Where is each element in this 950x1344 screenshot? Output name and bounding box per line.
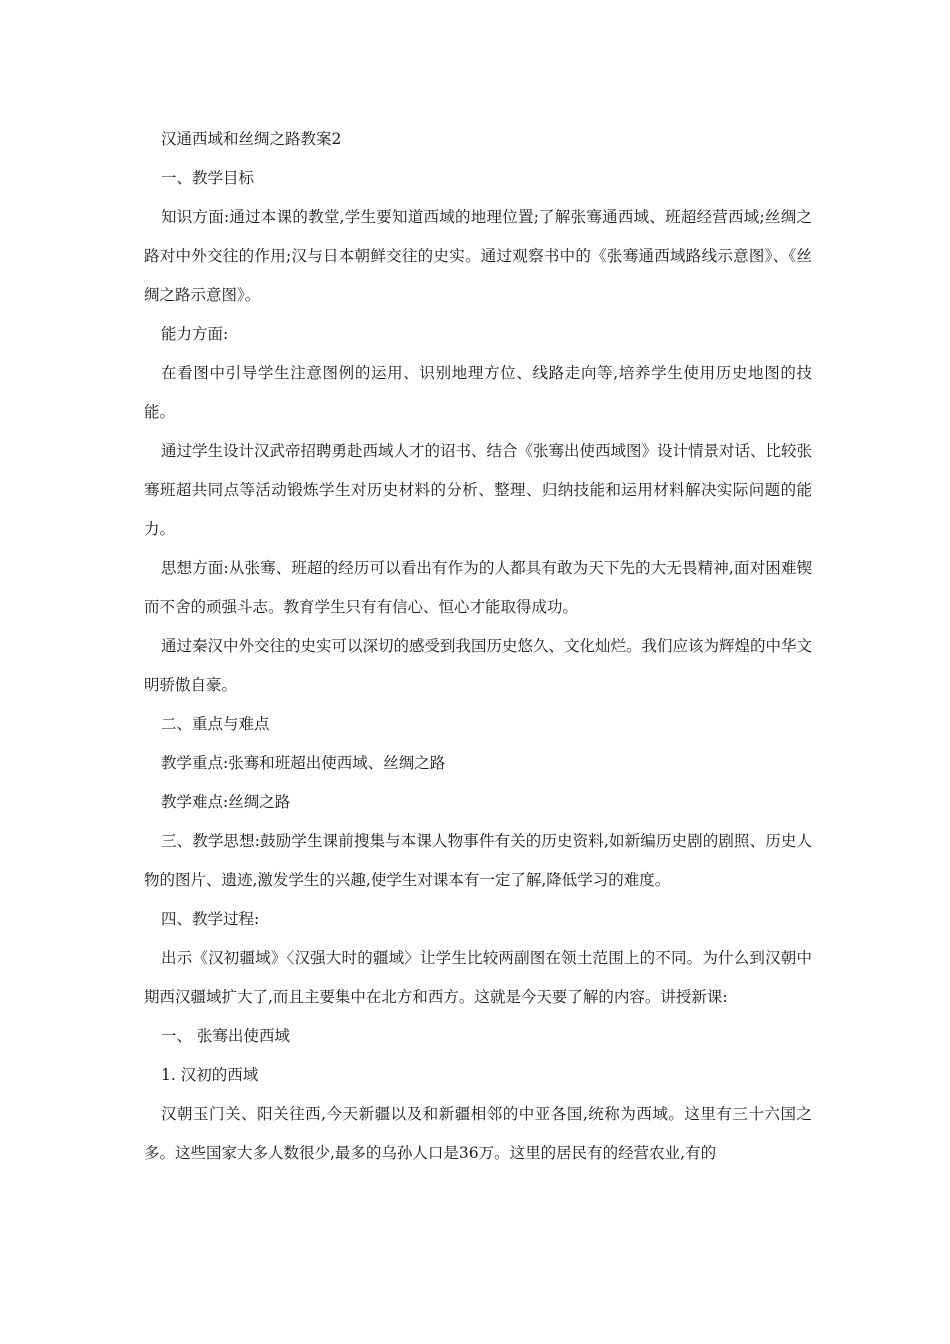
paragraph-thought: 思想方面:从张骞、班超的经历可以看出有作为的人都具有敢为天下先的大无畏精神,面对困难锲而不舍的顽强斗志。教育学生只有有信心、恒心才能取得成功。 (144, 559, 812, 616)
paragraph-knowledge: 知识方面:通过本课的教堂,学生要知道西域的地理位置;了解张骞通西域、班超经营西域;丝绸之路对中外交往的作用;汉与日本朝鲜交往的史实。通过观察书中的《张骞通西域路线示意图》、《丝绸之路示意图》。 (144, 208, 812, 304)
paragraph-key-point: 教学重点:张骞和班超出使西域、丝绸之路 (161, 754, 446, 772)
paragraph-ability-maps: 在看图中引导学生注意图例的运用、识别地理方位、线路走向等,培养学生使用历史地图的技能。 (144, 364, 812, 421)
paragraph-thought-culture: 通过秦汉中外交往的史实可以深切的感受到我国历史悠久、文化灿烂。我们应该为辉煌的中华文明骄傲自豪。 (144, 637, 813, 694)
subsection-heading-zhangqian: 一、 张骞出使西域 (161, 1027, 290, 1045)
paragraph-western-regions: 汉朝玉门关、阳关往西,今天新疆以及和新疆相邻的中亚各国,统称为西域。这里有三十六国之多。这些国家大多人数很少,最多的乌孙人口是36万。这里的居民有的经营农业,有的 (144, 1105, 812, 1162)
section-heading-objectives: 一、教学目标 (161, 169, 255, 187)
paragraph-intro: 出示《汉初疆域》〈汉强大时的疆域〉让学生比较两副图在领土范围上的不同。为什么到汉朝中期西汉疆域扩大了,而且主要集中在北方和西方。这就是今天要了解的内容。讲授新课: (144, 949, 812, 1006)
document-body (144, 120, 812, 1173)
paragraph-ability-activities: 通过学生设计汉武帝招聘勇赴西域人才的诏书、结合《张骞出使西域图》设计情景对话、比较张骞班超共同点等活动锻炼学生对历史材料的分析、整理、归纳技能和运用材料解决实际问题的能力。 (144, 442, 813, 538)
paragraph-difficulty: 教学难点:丝绸之路 (161, 793, 291, 811)
subsection-heading-western-regions: 1. 汉初的西域 (161, 1066, 259, 1084)
paragraph-ability-heading: 能力方面: (161, 325, 229, 343)
section-heading-teaching-idea: 三、教学思想:鼓励学生课前搜集与本课人物事件有关的历史资料,如新编历史剧的剧照、历史人物的图片、遗迹,激发学生的兴趣,使学生对课本有一定了解,降低学习的难度。 (144, 832, 812, 889)
section-heading-process: 四、教学过程: (161, 910, 260, 928)
document-title: 汉通西域和丝绸之路教案2 (161, 130, 342, 148)
section-heading-key-points: 二、重点与难点 (161, 715, 270, 733)
